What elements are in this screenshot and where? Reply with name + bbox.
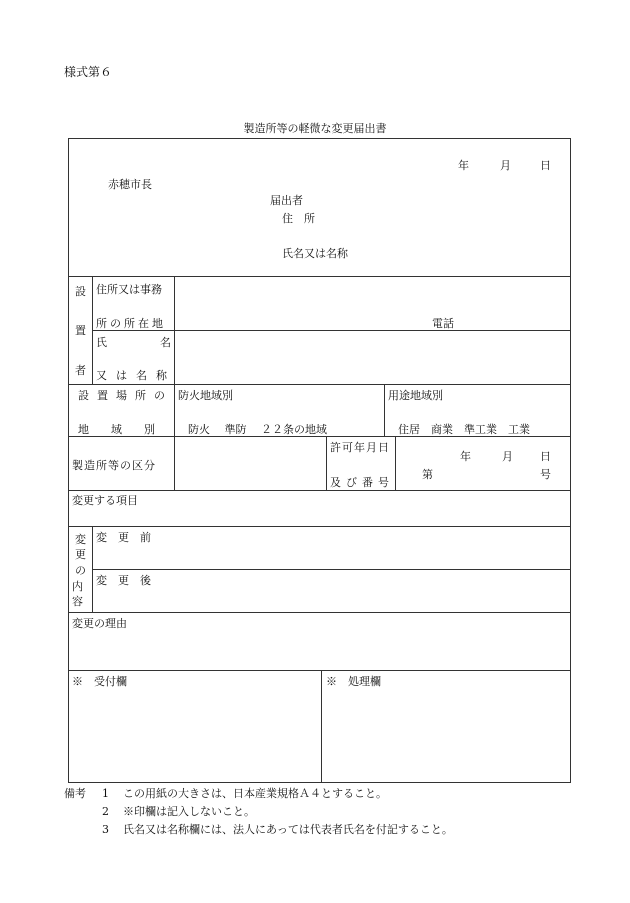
reception-label: ※ 受付欄 (72, 675, 127, 688)
facility-category-label: 製造所等の区分 (72, 459, 156, 472)
name-label: 氏名又は名称 (282, 247, 348, 260)
date-day-label: 日 (540, 159, 551, 172)
fire-zone-label: 防火地域別 (178, 389, 233, 402)
installer-label-char: 者 (75, 364, 86, 377)
installer-name-label-a: 氏 (96, 336, 107, 349)
change-after-label: 変 更 後 (96, 574, 151, 587)
form-number: 様式第６ (64, 65, 113, 79)
address-label: 住 所 (282, 212, 315, 225)
permit-label: 許可年月日 (330, 441, 390, 454)
permit-year: 年 (460, 450, 471, 463)
note-text: 氏名又は名称欄には、法人にあっては代表者氏名を付記すること。 (123, 823, 453, 836)
date-month-label: 月 (500, 159, 511, 172)
notes-label: 備考 (64, 787, 86, 800)
change-content-char: 容 (72, 595, 83, 608)
installer-label-char: 設 (75, 285, 86, 298)
installer-name-label-b: 名 (160, 336, 171, 349)
installer-address-label-2: 所の所在地 (96, 317, 166, 330)
processing-label: ※ 処理欄 (326, 675, 381, 688)
installer-address-label: 住所又は事務 (96, 283, 162, 296)
permit-prefix: 第 (422, 468, 433, 481)
change-content-char: の (75, 564, 86, 577)
note-number: 3 (102, 823, 109, 836)
note-text: ※印欄は記入しないこと。 (123, 805, 255, 818)
note-text: この用紙の大きさは、日本産業規格Ａ４とすること。 (123, 787, 387, 800)
permit-day: 日 (540, 450, 551, 463)
permit-label-2: 及び番号 (330, 476, 394, 489)
date-year-label: 年 (458, 159, 469, 172)
location-label-2: 地 域 別 (78, 423, 155, 436)
change-content-char: 更 (75, 548, 86, 561)
note-number: 2 (102, 805, 109, 818)
installer-name-label-2: 又は名称 (96, 369, 176, 382)
change-items-label: 変更する項目 (72, 494, 138, 507)
installer-label-char: 置 (75, 324, 86, 337)
change-content-char: 変 (75, 533, 86, 546)
note-number: 1 (102, 787, 109, 800)
use-zone-options: 住居 商業 準工業 工業 (398, 423, 530, 436)
location-label: 設置場所の (78, 389, 173, 402)
document-title: 製造所等の軽微な変更届出書 (243, 122, 387, 135)
fire-zone-options: 防火 準防 ２２条の地域 (188, 423, 327, 436)
permit-month: 月 (502, 450, 513, 463)
change-before-label: 変 更 前 (96, 531, 151, 544)
change-content-char: 内 (72, 580, 83, 593)
change-reason-label: 変更の理由 (72, 617, 127, 630)
use-zone-label: 用途地域別 (388, 389, 443, 402)
addressee: 赤穂市長 (108, 178, 152, 191)
applicant-label: 届出者 (270, 194, 303, 207)
permit-suffix: 号 (540, 468, 551, 481)
phone-label: 電話 (432, 317, 454, 330)
